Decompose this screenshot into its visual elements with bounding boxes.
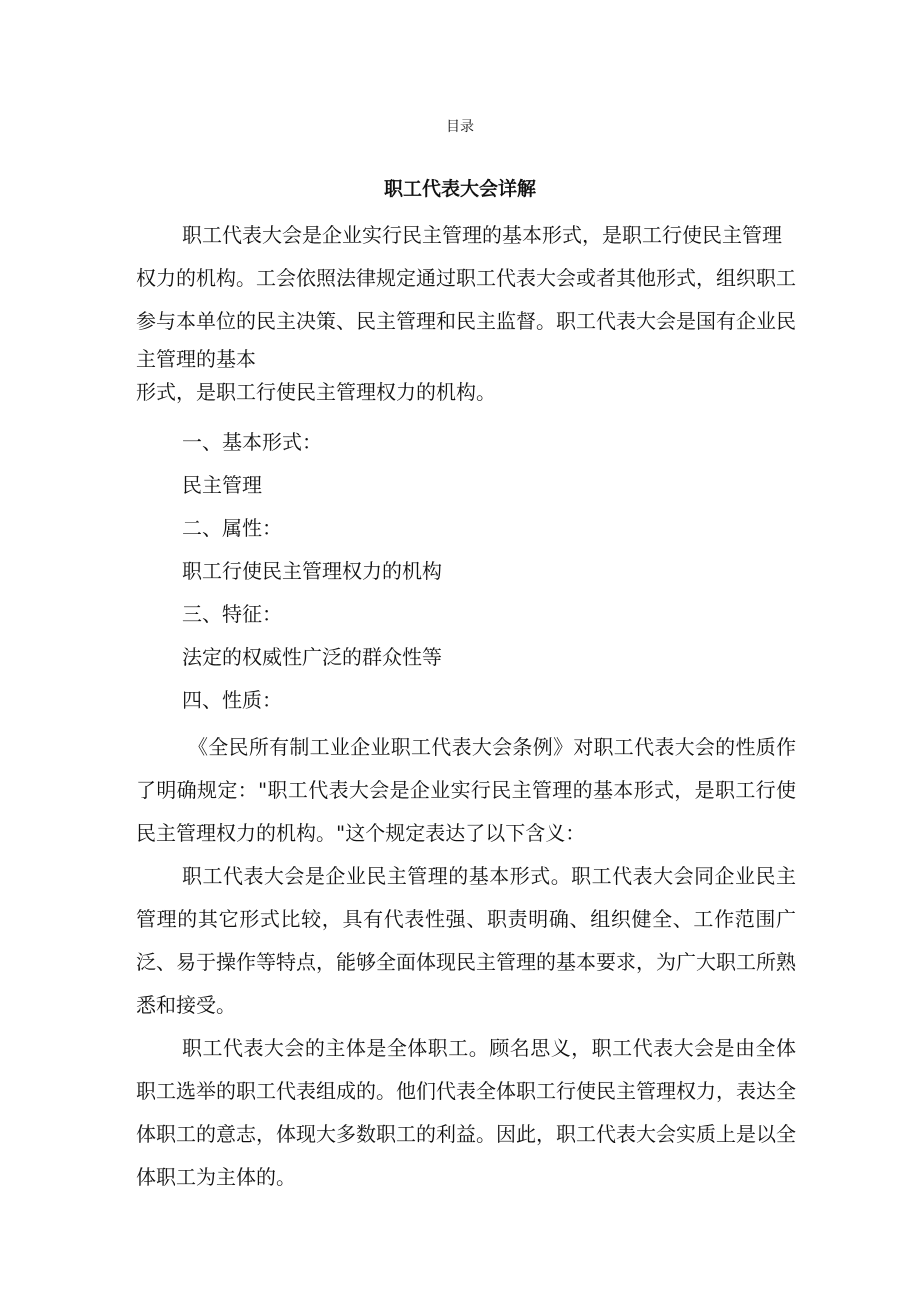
body-paragraphs [136,726,796,855]
section-content-basic-form: 民主管理 [182,473,262,497]
intro-line: 职工代表大会是企业实行民主管理的基本形式，是职工行使民主管理 [182,223,782,247]
paragraph-regulation: 《全民所有制工业企业职工代表大会条例》对职工代表大会的性质作了明确规定："职工代表大会是企业实行民主管理的基本形式，是职工行使民主管理权力的机构。"这个规定表达了以下含义： [136,735,796,845]
intro-line: 参与本单位的民主决策、民主管理和民主监督。职工代表大会是国有企业民 [136,309,796,333]
document-title: 职工代表大会详解 [383,178,536,200]
paragraph-basic-form: 职工代表大会是企业民主管理的基本形式。职工代表大会同企业民主管理的其它形式比较，具有代表性强、职责明确、组织健全、工作范围广泛、易于操作等特点，能够全面体现民主管理的基本要求，为广大职工所熟悉和接受。 [136,864,796,1017]
section-heading-attribute: 二、属性： [182,516,282,540]
section-content-feature: 法定的权威性广泛的群众性等 [182,645,442,669]
section-heading-nature: 四、性质： [182,688,282,712]
intro-line: 主管理的基本 [136,347,256,371]
body-paragraphs-2 [136,855,796,1027]
body-paragraphs-3 [136,1027,796,1199]
intro-paragraph [136,214,796,409]
section-heading-feature: 三、特征： [182,602,282,626]
intro-line: 形式，是职工行使民主管理权力的机构。 [136,380,496,404]
section-heading-basic-form: 一、基本形式： [182,430,322,454]
sections-list [136,421,796,722]
section-content-attribute: 职工行使民主管理权力的机构 [182,559,442,583]
toc-label: 目录 [446,119,474,135]
intro-line: 权力的机构。工会依照法律规定通过职工代表大会或者其他形式，组织职工 [136,266,796,290]
paragraph-subject: 职工代表大会的主体是全体职工。顾名思义，职工代表大会是由全体职工选举的职工代表组成的。他们代表全体职工行使民主管理权力，表达全体职工的意志，体现大多数职工的利益。因此，职工代表大会实质上是以全体职工为主体的。 [136,1036,796,1189]
